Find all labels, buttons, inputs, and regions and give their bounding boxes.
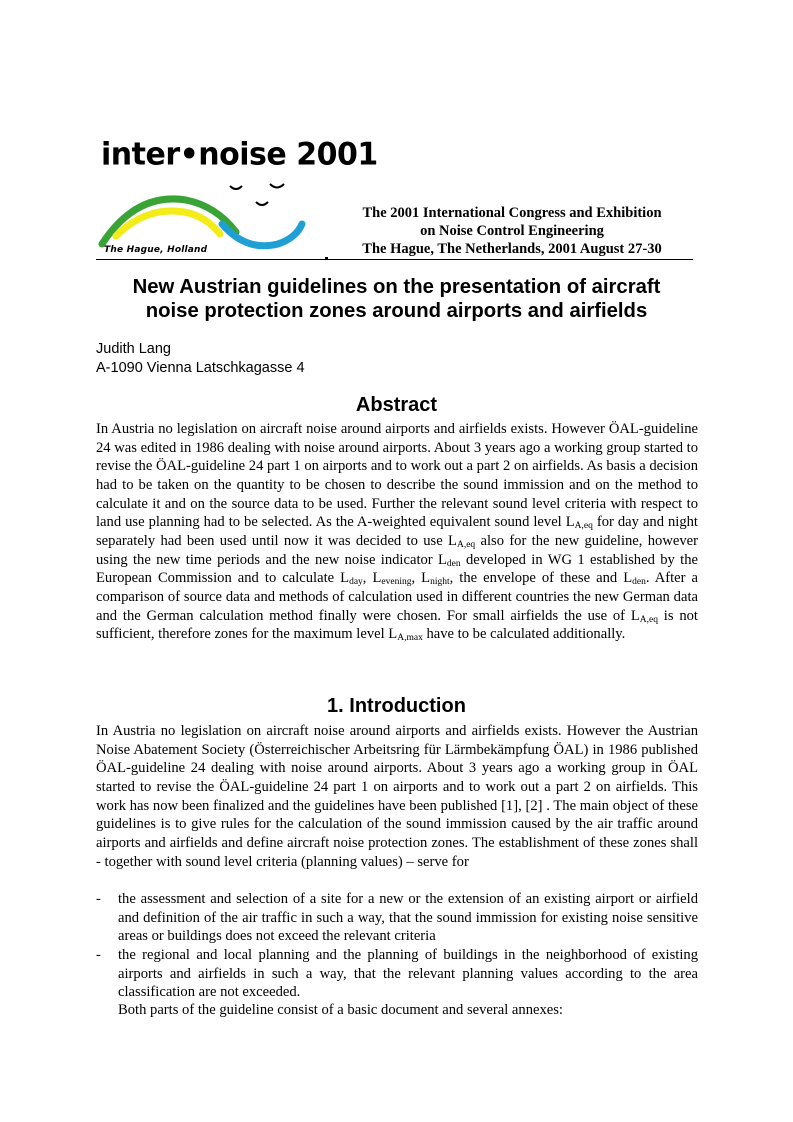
paper-title-line: New Austrian guidelines on the presentation of aircraft	[132, 276, 661, 298]
conference-logo-icon	[96, 182, 326, 254]
author-name: Judith Lang	[96, 341, 171, 357]
conference-line: on Noise Control Engineering	[420, 223, 604, 239]
author-address: A-1090 Vienna Latschkagasse 4	[96, 360, 305, 376]
paper-title	[96, 275, 697, 323]
conference-line: The Hague, The Netherlands, 2001 August 27-30	[362, 241, 662, 257]
paper-title-line: noise protection zones around airports and airfields	[145, 300, 648, 322]
logo-caption: The Hague, Holland	[104, 245, 208, 255]
abstract-text: In Austria no legislation on aircraft noise around airports and airfields exists. However ÖAL-guideline 24 was edited in 1986 dealing with noise around airports. About 3 years ago a working group started to revise the ÖAL-guideline 24 part 1 on airports and to work out a part 2 on airfields. As basis a decision had to be taken on the quantity to be chosen to describe the sound immission and on the method to calculate it and on the source data to be used. Further the relevant sound level criteria with respect to land use planning had to be selected. As the A-weighted equivalent sound level $L_{A,eq}$ for day and night separately had been used until now it was decided to use $L_{A,eq}$ also for the new guideline, however using the new time periods and the new noise indicator $L_{den}$ developed in WG 1 established by the European Commission and to calculate $L_{day}$, $L_{evening}$, $L_{night}$, the envelope of these and $L_{den}$. After a comparison of source data and methods of calculation used in different countries the new German data and the German calculation method finally were chosen. For small airfields the use of $L_{A,eq}$ is not sufficient, therefore zones for the maximum level $L_{A,max}$ have to be calculated additionally.	[96, 421, 699, 644]
conference-logo-text: inter•noise 2001	[101, 136, 378, 173]
introduction-closing: Both parts of the guideline consist of a basic document and several annexes:	[118, 1002, 563, 1018]
bullet-marker: -	[96, 891, 101, 907]
list-item: - the assessment and selection of a site for a new or the extension of an existing airport or airfield and definition of the air traffic in such a way, that the sound immission for existing noise sensitive areas or buildings does not exceed the relevant criteria	[96, 891, 698, 945]
bullet-marker: -	[96, 946, 101, 963]
introduction-text: In Austria no legislation on aircraft noise around airports and airfields exists. However the Austrian Noise Abatement Society (Österreichischer Arbeitsring für Lärmbekämpfung ÖAL) in 1986 published ÖAL-guideline 24 dealing with noise around airports. About 3 years ago a working group in ÖAL started to revise the ÖAL-guideline 24 part 1 on airports and to work out a part 2 on airfields. This work has now been finalized and the guidelines have been published [1], [2] . The main object of these guidelines is to give rules for the calculation of the sound immission caused by the air traffic around airports and airfields and define aircraft noise protection zones. The establishment of these zones shall - together with sound level criteria (planning values) – serve for	[96, 723, 698, 870]
header-divider-mark	[325, 257, 328, 259]
introduction-heading: 1. Introduction	[327, 695, 466, 717]
abstract-heading: Abstract	[355, 394, 438, 416]
header-divider	[96, 259, 693, 260]
introduction-bullet-list	[96, 890, 698, 1002]
author-block	[96, 340, 305, 378]
conference-line: The 2001 International Congress and Exhibition	[362, 205, 662, 221]
list-item: - the regional and local planning and the planning of buildings in the neighborhood of existing airports and airfields in such a way, that the relevant planning values according to the area classification are not exceeded.	[96, 946, 698, 1001]
conference-info	[332, 204, 692, 258]
